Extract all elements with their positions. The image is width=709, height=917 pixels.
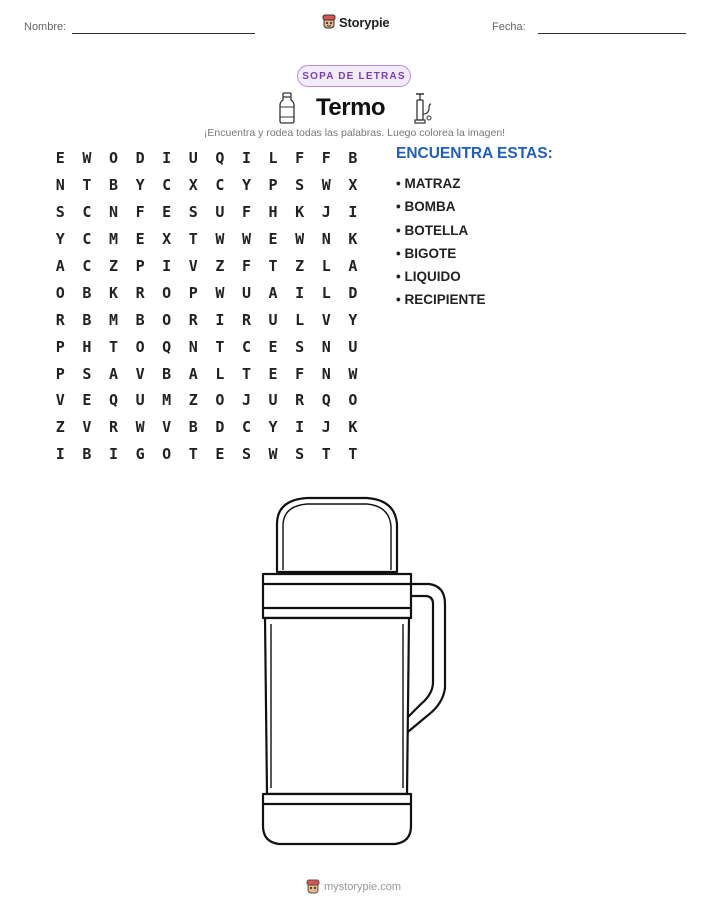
footer — [306, 879, 401, 895]
grid-letter[interactable]: F — [135, 203, 145, 222]
grid-letter[interactable]: X — [348, 176, 358, 195]
grid-row — [47, 387, 366, 414]
grid-letter[interactable]: N — [188, 337, 198, 356]
grid-letter[interactable]: A — [348, 257, 358, 275]
name-label: Nombre: — [24, 21, 67, 33]
grid-letter[interactable]: N — [108, 203, 118, 222]
grid-letter[interactable]: O — [55, 283, 65, 302]
word-list-title: ENCUENTRA ESTAS: — [396, 145, 553, 162]
grid-letter[interactable]: R — [135, 283, 145, 302]
grid-letter[interactable]: F — [241, 203, 251, 222]
grid-letter[interactable]: W — [215, 230, 225, 249]
grid-letter[interactable]: E — [215, 445, 225, 464]
grid-letter[interactable]: Z — [108, 257, 118, 275]
grid-letter[interactable]: L — [321, 257, 331, 275]
grid-letter[interactable]: C — [82, 230, 92, 249]
grid-letter[interactable]: P — [55, 337, 65, 356]
grid-letter[interactable]: C — [162, 176, 172, 195]
grid-letter[interactable]: P — [55, 364, 65, 383]
grid-letter[interactable]: O — [135, 337, 145, 356]
grid-letter[interactable]: U — [348, 337, 358, 356]
grid-letter[interactable]: B — [188, 418, 198, 437]
grid-letter[interactable]: F — [295, 149, 305, 168]
grid-letter[interactable]: O — [215, 391, 225, 410]
grid-letter[interactable]: I — [215, 310, 225, 329]
grid-letter[interactable]: T — [188, 230, 198, 249]
grid-letter[interactable]: N — [321, 364, 331, 383]
grid-row — [47, 333, 366, 360]
title-row — [0, 90, 709, 126]
grid-letter[interactable]: I — [295, 283, 305, 302]
grid-letter[interactable]: R — [241, 310, 251, 329]
grid-letter[interactable]: E — [82, 391, 92, 410]
grid-letter[interactable]: V — [135, 364, 145, 383]
pump-icon — [413, 92, 433, 124]
grid-letter[interactable]: O — [162, 445, 172, 464]
grid-letter[interactable]: T — [241, 364, 251, 383]
grid-letter[interactable]: I — [295, 418, 305, 437]
grid-letter[interactable]: K — [108, 283, 118, 302]
grid-letter[interactable]: Y — [348, 310, 358, 329]
grid-letter[interactable]: L — [268, 149, 278, 168]
page-title: Termo — [316, 94, 386, 121]
grid-letter[interactable]: Q — [108, 391, 118, 410]
grid-letter[interactable]: X — [162, 230, 172, 249]
name-field-line[interactable] — [72, 33, 255, 34]
grid-letter[interactable]: E — [135, 230, 145, 249]
grid-letter[interactable]: E — [162, 203, 172, 222]
grid-letter[interactable]: Y — [241, 176, 251, 195]
grid-letter[interactable]: J — [321, 203, 331, 222]
grid-letter[interactable]: K — [348, 418, 358, 437]
grid-letter[interactable]: O — [162, 310, 172, 329]
grid-letter[interactable]: U — [268, 391, 278, 410]
grid-letter[interactable]: N — [321, 337, 331, 356]
grid-letter[interactable]: Z — [215, 257, 225, 275]
date-label: Fecha: — [492, 21, 526, 33]
grid-letter[interactable]: F — [295, 364, 305, 383]
grid-letter[interactable]: E — [268, 337, 278, 356]
grid-letter[interactable]: D — [135, 149, 145, 168]
brand-name: Storypie — [339, 14, 390, 30]
grid-letter[interactable]: Y — [55, 230, 65, 249]
grid-letter[interactable]: S — [82, 364, 92, 383]
grid-letter[interactable]: Q — [215, 149, 225, 168]
grid-letter[interactable]: S — [295, 176, 305, 195]
grid-letter[interactable]: I — [241, 149, 251, 168]
bottle-icon — [278, 92, 296, 124]
grid-letter[interactable]: B — [108, 176, 118, 195]
grid-letter[interactable]: Q — [162, 337, 172, 356]
grid-letter[interactable]: A — [268, 283, 278, 302]
word-list — [396, 145, 553, 312]
grid-letter[interactable]: U — [241, 283, 251, 302]
word-list-item: • BOTELLA — [396, 222, 469, 238]
grid-letter[interactable]: O — [162, 283, 172, 302]
word-search-grid[interactable] — [47, 145, 366, 468]
grid-row — [47, 306, 366, 333]
grid-letter[interactable]: W — [241, 230, 251, 249]
grid-letter[interactable]: Z — [295, 257, 305, 275]
grid-letter[interactable]: N — [321, 230, 331, 249]
grid-letter[interactable]: P — [268, 176, 278, 195]
date-field-line[interactable] — [538, 33, 686, 34]
grid-letter[interactable]: L — [295, 310, 305, 329]
grid-letter[interactable]: T — [188, 445, 198, 464]
grid-letter[interactable]: S — [55, 203, 65, 222]
grid-letter[interactable]: B — [348, 149, 358, 168]
grid-letter[interactable]: S — [295, 337, 305, 356]
grid-letter[interactable]: T — [108, 337, 118, 356]
grid-letter[interactable]: E — [268, 230, 278, 249]
grid-letter[interactable]: T — [321, 445, 331, 464]
grid-letter[interactable]: I — [55, 445, 65, 464]
grid-letter[interactable]: M — [162, 391, 172, 410]
grid-letter[interactable]: C — [241, 418, 251, 437]
word-list-item: • RECIPIENTE — [396, 292, 486, 308]
grid-letter[interactable]: T — [215, 337, 225, 356]
grid-letter[interactable]: O — [108, 149, 118, 168]
grid-letter[interactable]: U — [215, 203, 225, 222]
grid-letter[interactable]: E — [55, 149, 65, 168]
grid-letter[interactable]: Z — [55, 418, 65, 437]
grid-row — [47, 360, 366, 387]
grid-letter[interactable]: W — [295, 230, 305, 249]
grid-row — [47, 145, 366, 172]
storypie-mascot-icon — [322, 14, 336, 30]
grid-letter[interactable]: C — [82, 203, 92, 222]
grid-letter[interactable]: W — [268, 445, 278, 464]
grid-letter[interactable]: P — [188, 283, 198, 302]
grid-letter[interactable]: C — [241, 337, 251, 356]
grid-letter[interactable]: R — [188, 310, 198, 329]
word-list-item: • BIGOTE — [396, 245, 457, 261]
grid-letter[interactable]: Y — [268, 418, 278, 437]
grid-letter[interactable]: R — [295, 391, 305, 410]
grid-letter[interactable]: G — [135, 445, 145, 464]
grid-letter[interactable]: P — [135, 257, 145, 275]
grid-letter[interactable]: R — [55, 310, 65, 329]
grid-letter[interactable]: C — [215, 176, 225, 195]
grid-row — [47, 279, 366, 306]
grid-letter[interactable]: V — [82, 418, 92, 437]
word-list-item: • BOMBA — [396, 199, 456, 215]
grid-letter[interactable]: A — [55, 257, 65, 275]
grid-letter[interactable]: K — [295, 203, 305, 222]
grid-letter[interactable]: H — [82, 337, 92, 356]
grid-letter[interactable]: W — [321, 176, 331, 195]
grid-letter[interactable]: A — [108, 364, 118, 383]
grid-letter[interactable]: I — [162, 149, 172, 168]
grid-letter[interactable]: V — [55, 391, 65, 410]
grid-letter[interactable]: N — [55, 176, 65, 195]
grid-letter[interactable]: M — [108, 310, 118, 329]
grid-letter[interactable]: J — [321, 418, 331, 437]
grid-letter[interactable]: Y — [135, 176, 145, 195]
grid-letter[interactable]: U — [135, 391, 145, 410]
grid-row — [47, 226, 366, 253]
grid-row — [47, 441, 366, 468]
category-badge: SOPA DE LETRAS — [297, 65, 411, 87]
grid-letter[interactable]: B — [162, 364, 172, 383]
grid-letter[interactable]: W — [215, 283, 225, 302]
grid-row — [47, 199, 366, 226]
grid-letter[interactable]: F — [321, 149, 331, 168]
grid-letter[interactable]: W — [82, 149, 92, 168]
word-list-item: • LIQUIDO — [396, 269, 461, 285]
grid-letter[interactable]: W — [135, 418, 145, 437]
grid-letter[interactable]: W — [348, 364, 358, 383]
grid-letter[interactable]: D — [348, 283, 358, 302]
grid-letter[interactable]: S — [188, 203, 198, 222]
grid-letter[interactable]: K — [348, 230, 358, 249]
grid-letter[interactable]: Q — [321, 391, 331, 410]
grid-letter[interactable]: V — [188, 257, 198, 275]
grid-letter[interactable]: I — [348, 203, 358, 222]
footer-site: mystorypie.com — [324, 881, 402, 893]
grid-letter[interactable]: C — [82, 257, 92, 275]
grid-letter[interactable]: A — [188, 364, 198, 383]
brand-logo — [322, 14, 389, 30]
grid-letter[interactable]: T — [268, 257, 278, 275]
thermos-coloring-illustration[interactable] — [255, 492, 455, 857]
grid-letter[interactable]: L — [215, 364, 225, 383]
grid-letter[interactable]: F — [241, 257, 251, 275]
instructions: ¡Encuentra y rodea todas las palabras. Luego colorea la imagen! — [203, 127, 506, 139]
grid-row — [47, 253, 366, 280]
grid-letter[interactable]: X — [188, 176, 198, 195]
grid-letter[interactable]: E — [268, 364, 278, 383]
grid-letter[interactable]: S — [241, 445, 251, 464]
grid-letter[interactable]: T — [82, 176, 92, 195]
grid-letter[interactable]: B — [135, 310, 145, 329]
grid-letter[interactable]: U — [188, 149, 198, 168]
grid-letter[interactable]: J — [241, 391, 251, 410]
grid-letter[interactable]: T — [348, 445, 358, 464]
grid-letter[interactable]: V — [321, 310, 331, 329]
grid-letter[interactable]: B — [82, 445, 92, 464]
grid-row — [47, 414, 366, 441]
grid-letter[interactable]: B — [82, 283, 92, 302]
grid-row — [47, 172, 366, 199]
grid-letter[interactable]: O — [348, 391, 358, 410]
grid-letter[interactable]: V — [162, 418, 172, 437]
storypie-mascot-icon — [306, 879, 320, 895]
grid-letter[interactable]: Z — [188, 391, 198, 410]
grid-letter[interactable]: I — [162, 257, 172, 275]
grid-letter[interactable]: L — [321, 283, 331, 302]
grid-letter[interactable]: B — [82, 310, 92, 329]
word-list-item: • MATRAZ — [396, 176, 461, 191]
grid-letter[interactable]: D — [215, 418, 225, 437]
grid-letter[interactable]: S — [295, 445, 305, 464]
grid-letter[interactable]: I — [108, 445, 118, 464]
grid-letter[interactable]: H — [268, 203, 278, 222]
grid-letter[interactable]: U — [268, 310, 278, 329]
grid-letter[interactable]: R — [108, 418, 118, 437]
grid-letter[interactable]: M — [108, 230, 118, 249]
